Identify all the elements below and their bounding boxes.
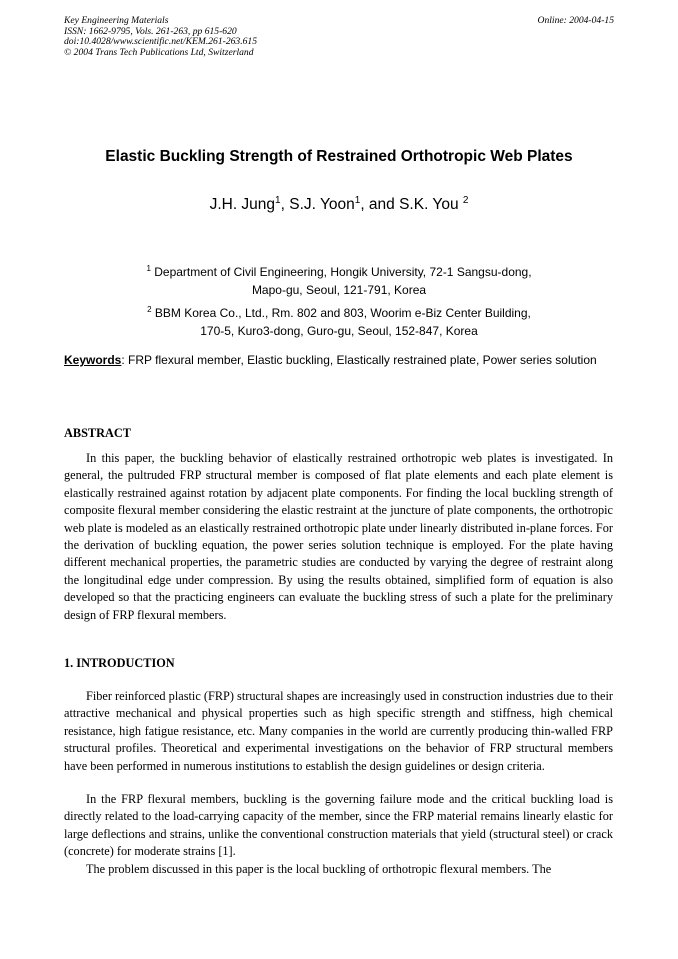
author-3-affil: 2 <box>462 195 469 206</box>
copyright-line: © 2004 Trans Tech Publications Ltd, Switzerland <box>64 46 254 58</box>
doi-line: doi:10.4028/www.scientific.net/KEM.261-263.615 <box>64 36 258 48</box>
keywords-text: : FRP flexural member, Elastic buckling, Elastically restrained plate, Power series solution <box>121 353 597 367</box>
affiliation-2 <box>0 301 678 340</box>
abstract-heading: ABSTRACT <box>64 426 131 440</box>
author-2-affil: 1 <box>354 195 361 206</box>
abstract-text: In this paper, the buckling behavior of elastically restrained orthotropic web plates is investigated. In general, the pultruded FRP structural member is composed of flat plate elements and each plate element is elastically restrained against rotation by adjacent plate components. For finding the local buckling strength of composite flexural member considering the elastic restraint at the juncture of plate components, the orthotropic web plate is modeled as an elastically restrained orthotropic plate under linearly distributed in-plane forces. For the derivation of buckling equation, the power series solution technique is employed. For the plate having different mechanical properties, the parametric studies are conducted by varying the degree of restraint along the longitudinal edge under compression. By using the results obtained, simplified form of equation is also developed so that the practicing engineers can evaluate the buckling stress of such a plate for the preliminary design of FRP flexural members. <box>64 451 613 622</box>
affiliation-2-line-2: 170-5, Kuro3-dong, Guro-gu, Seoul, 152-847, Korea <box>200 324 478 338</box>
issn-line: ISSN: 1662-9795, Vols. 261-263, pp 615-620 <box>64 25 237 37</box>
intro-paragraph-2: In the FRP flexural members, buckling is the governing failure mode and the critical buckling load is directly related to the load-carrying capacity of the member, since the FRP material remains linearly elastic for large deflections and strains, unlike the conventional construction materials that yield (structural steel) or crack (concrete) for moderate strains [1]. <box>64 792 613 859</box>
author-separator: , <box>280 196 290 214</box>
author-separator: , and <box>360 196 400 214</box>
affiliation-1-marker: 1 <box>146 264 151 273</box>
author-1: J.H. Jung <box>209 196 276 214</box>
introduction-heading: 1. INTRODUCTION <box>64 656 175 670</box>
online-date <box>538 16 614 27</box>
author-2: S.J. Yoon <box>289 196 355 214</box>
keywords-label: Keywords <box>64 353 122 367</box>
affiliation-2-line-1: BBM Korea Co., Ltd., Rm. 802 and 803, Woorim e-Biz Center Building, <box>151 306 531 320</box>
paper-title: Elastic Buckling Strength of Restrained Orthotropic Web Plates <box>105 148 573 165</box>
affiliation-2-marker: 2 <box>147 305 152 314</box>
affiliation-1-line-1: Department of Civil Engineering, Hongik University, 72-1 Sangsu-dong, <box>150 265 532 279</box>
keywords <box>64 351 613 369</box>
author-list <box>0 195 678 214</box>
online-date-text: Online: 2004-04-15 <box>537 15 614 26</box>
affiliation-1 <box>0 260 678 299</box>
journal-header <box>64 16 257 58</box>
author-3: S.K. You <box>399 196 463 214</box>
affiliation-1-line-2: Mapo-gu, Seoul, 121-791, Korea <box>251 283 427 297</box>
intro-paragraph-1: Fiber reinforced plastic (FRP) structural shapes are increasingly used in construction industries due to their attractive mechanical and physical properties such as high specific strength and stiffness, high chemical resistance, high fatigue resistance, etc. Many companies in the world are currently producing thin-walled FRP structural profiles. Theoretical and experimental investigations on the behavior of FRP structural members have been performed in numerous institutions to establish the design guidelines or design criteria. <box>64 689 613 773</box>
intro-paragraph-3: The problem discussed in this paper is the local buckling of orthotropic flexural members. The <box>86 862 552 876</box>
author-1-affil: 1 <box>275 195 281 206</box>
journal-name: Key Engineering Materials <box>64 15 169 26</box>
